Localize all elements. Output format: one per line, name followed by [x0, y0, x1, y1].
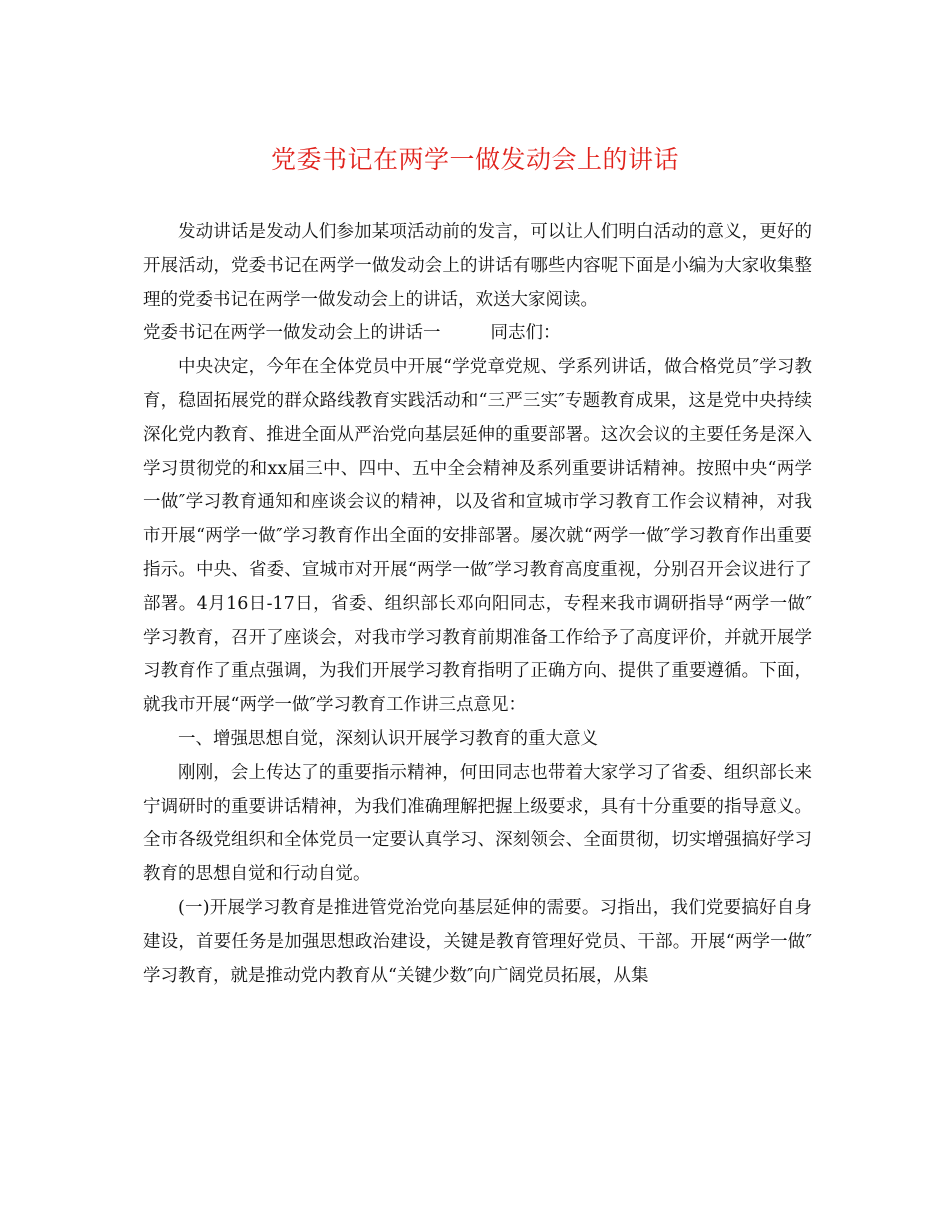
- body-paragraph: (一)开展学习教育是推进管党治党向基层延伸的需要。习指出，我们党要搞好自身建设，首要任务是加强思想政治建设，关键是教育管理好党员、干部。开展“两学一做″学习教育，就是推动党内教育从“关键少数″向广阔党员拓展，从集: [143, 897, 812, 986]
- body-paragraph: 中央决定，今年在全体党员中开展“学党章党规、学系列讲话，做合格党员″学习教育，稳固拓展党的群众路线教育实践活动和“三严三实″专题教育成果，这是党中央持续深化党内教育、推进全面从严治党向基层延伸的重要部署。这次会议的主要任务是深入学习贯彻党的和xx届三中、四中、五中全会精神及系列重要讲话精神。按照中央“两学一做″学习教育通知和座谈会议的精神，以及省和宣城市学习教育工作会议精神，对我市开展“两学一做″学习教育作出全面的安排部署。屡次就“两学一做″学习教育作出重要指示。中央、省委、宣城市对开展“两学一做″学习教育高度重视，分别召开会议进行了部署。4月16日-17日，省委、组织部长邓向阳同志，专程来我市调研指导“两学一做″学习教育，召开了座谈会，对我市学习教育前期准备工作给予了高度评价，并就开展学习教育作了重点强调，为我们开展学习教育指明了正确方向、提供了重要遵循。下面，就我市开展“两学一做″学习教育工作讲三点意见：: [143, 357, 812, 716]
- speech-heading-line: [143, 317, 812, 351]
- document-body: [143, 216, 812, 993]
- speech-heading: 党委书记在两学一做发动会上的讲话一: [143, 323, 441, 344]
- body-paragraph: 刚刚，会上传达了的重要指示精神，何田同志也带着大家学习了省委、组织部长来宁调研时的重要讲话精神，为我们准确理解把握上级要求，具有十分重要的指导意义。全市各级党组织和全体党员一定要认真学习、深刻领会、全面贯彻，切实增强搞好学习教育的思想自觉和行动自觉。: [143, 762, 812, 885]
- salutation: 同志们：: [490, 323, 561, 344]
- section-heading: 一、增强思想自觉，深刻认识开展学习教育的重大意义: [178, 728, 598, 749]
- intro-paragraph: 发动讲话是发动人们参加某项活动前的发言，可以让人们明白活动的意义，更好的开展活动，党委书记在两学一做发动会上的讲话有哪些内容呢下面是小编为大家收集整理的党委书记在两学一做发动会上的讲话，欢送大家阅读。: [143, 222, 812, 310]
- document-title: 党委书记在两学一做发动会上的讲话: [270, 145, 679, 174]
